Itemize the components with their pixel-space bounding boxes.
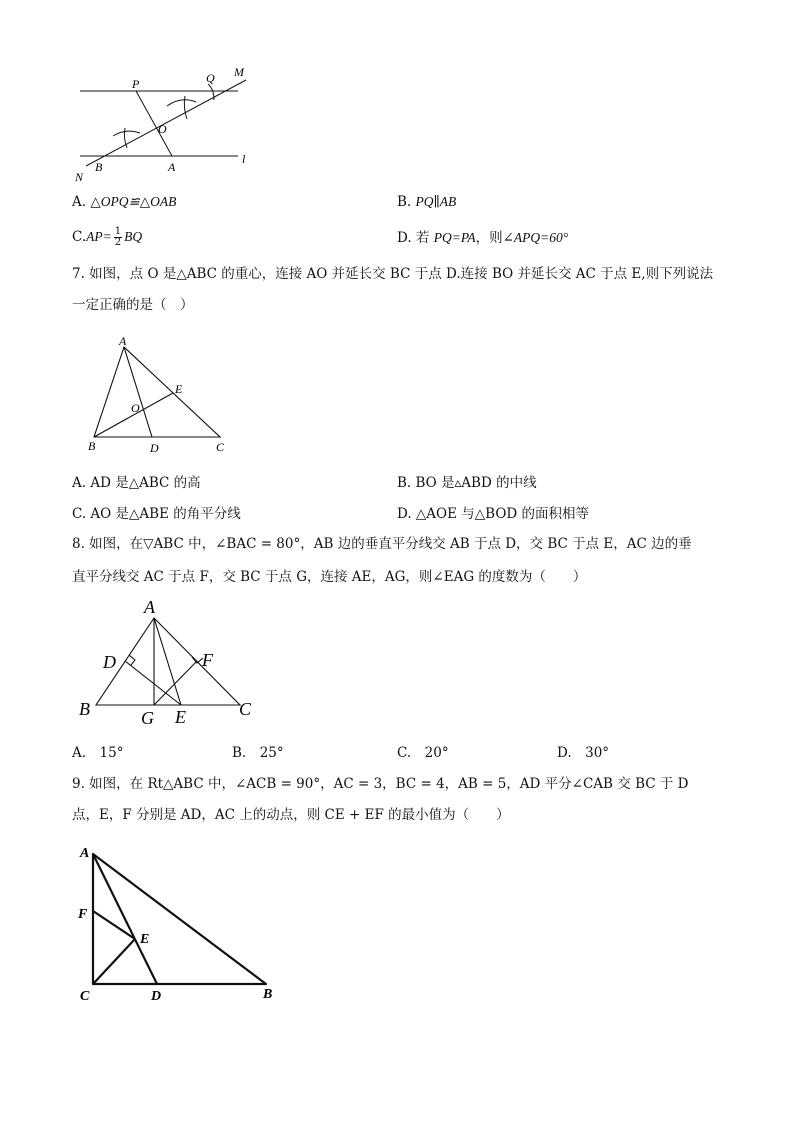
q7-stem-line2: 一定正确的是（ ） (72, 297, 194, 313)
label-g: G (141, 708, 154, 728)
label-b: B (263, 987, 273, 1002)
figure-q7 (82, 332, 232, 456)
label-o: O (158, 122, 167, 136)
q7-option-c[interactable]: C. AO 是△ABE 的角平分线 (72, 506, 241, 522)
q7-stem-line1: 7. 如图，点 O 是△ABC 的重心，连接 AO 并延长交 BC 于点 D.连接 BO 并延长交 AC 于点 E,则下列说法 (72, 266, 714, 282)
right-angle-mark-d (129, 655, 135, 665)
perp-bisector-de (125, 661, 181, 705)
label-q: Q (206, 71, 215, 85)
label-f: F (202, 650, 213, 670)
q8-option-b[interactable]: B. 25° (232, 745, 284, 761)
arc-3 (167, 100, 196, 106)
label-l: l (242, 152, 246, 166)
median-be (94, 393, 173, 437)
label-d: D (150, 441, 159, 455)
q6-option-b[interactable]: B. PQ∥AB (397, 194, 457, 210)
label-c: C (216, 440, 225, 454)
label-e: E (140, 932, 150, 947)
figure-q6 (66, 58, 266, 188)
label-d: D (103, 652, 116, 672)
label-m: M (234, 65, 244, 79)
label-a: A (144, 597, 155, 617)
label-a: A (168, 160, 176, 174)
q8-option-d[interactable]: D. 30° (557, 745, 610, 761)
triangle-abc (94, 347, 220, 437)
label-e: E (175, 382, 183, 396)
angle-bisector-ad (93, 854, 157, 984)
label-d: D (151, 989, 162, 1004)
label-n: N (75, 170, 84, 184)
label-b: B (79, 699, 90, 719)
label-a: A (80, 846, 90, 861)
figure-q9 (74, 838, 284, 1008)
q6-option-d[interactable]: D. 若 PQ=PA，则∠APQ=60° (397, 230, 569, 246)
fraction-one-half: $\frac{1}{2}$ (114, 226, 122, 248)
label-c: C (80, 989, 90, 1004)
label-b: B (88, 439, 96, 453)
q8-stem-line1: 8. 如图，在▽ABC 中，∠BAC = 80°，AB 边的垂直平分线交 AB 于点 D，交 BC 于点 E，AC 边的垂 (72, 536, 692, 552)
segment-ce (93, 939, 135, 984)
label-b: B (95, 160, 103, 174)
label-f: F (78, 907, 88, 922)
arc-1 (113, 131, 140, 136)
q8-stem-line2: 直平分线交 AC 于点 F，交 BC 于点 G，连接 AE，AG，则∠EAG 的度数为（ ） (72, 569, 587, 585)
figure-q8 (74, 594, 264, 732)
q9-stem-line2: 点，E，F 分别是 AD，AC 上的动点，则 CE + EF 的最小值为（ ） (72, 807, 510, 823)
q7-option-d[interactable]: D. △AOE 与△BOD 的面积相等 (397, 506, 590, 522)
q8-option-c[interactable]: C. 20° (397, 745, 449, 761)
q7-option-b[interactable]: B. BO 是▵ABD 的中线 (397, 475, 537, 491)
q6-option-a[interactable]: A. △OPQ≌△OAB (72, 194, 177, 210)
q9-stem-line1: 9. 如图，在 Rt△ABC 中，∠ACB = 90°，AC = 3，BC = 4，AB = 5，AD 平分∠CAB 交 BC 于 D (72, 776, 689, 792)
label-c: C (239, 699, 252, 719)
label-a: A (119, 334, 127, 348)
label-p: P (132, 77, 140, 91)
label-e: E (175, 707, 186, 727)
q6-option-c[interactable]: C.AP= $\frac{1}{2}$ BQ (72, 226, 143, 248)
perp-bisector-fg (154, 661, 197, 705)
q8-option-a[interactable]: A. 15° (72, 745, 124, 761)
triangle-abc (93, 854, 266, 984)
q7-option-a[interactable]: A. AD 是△ABC 的高 (72, 475, 201, 491)
label-o: O (131, 401, 140, 415)
